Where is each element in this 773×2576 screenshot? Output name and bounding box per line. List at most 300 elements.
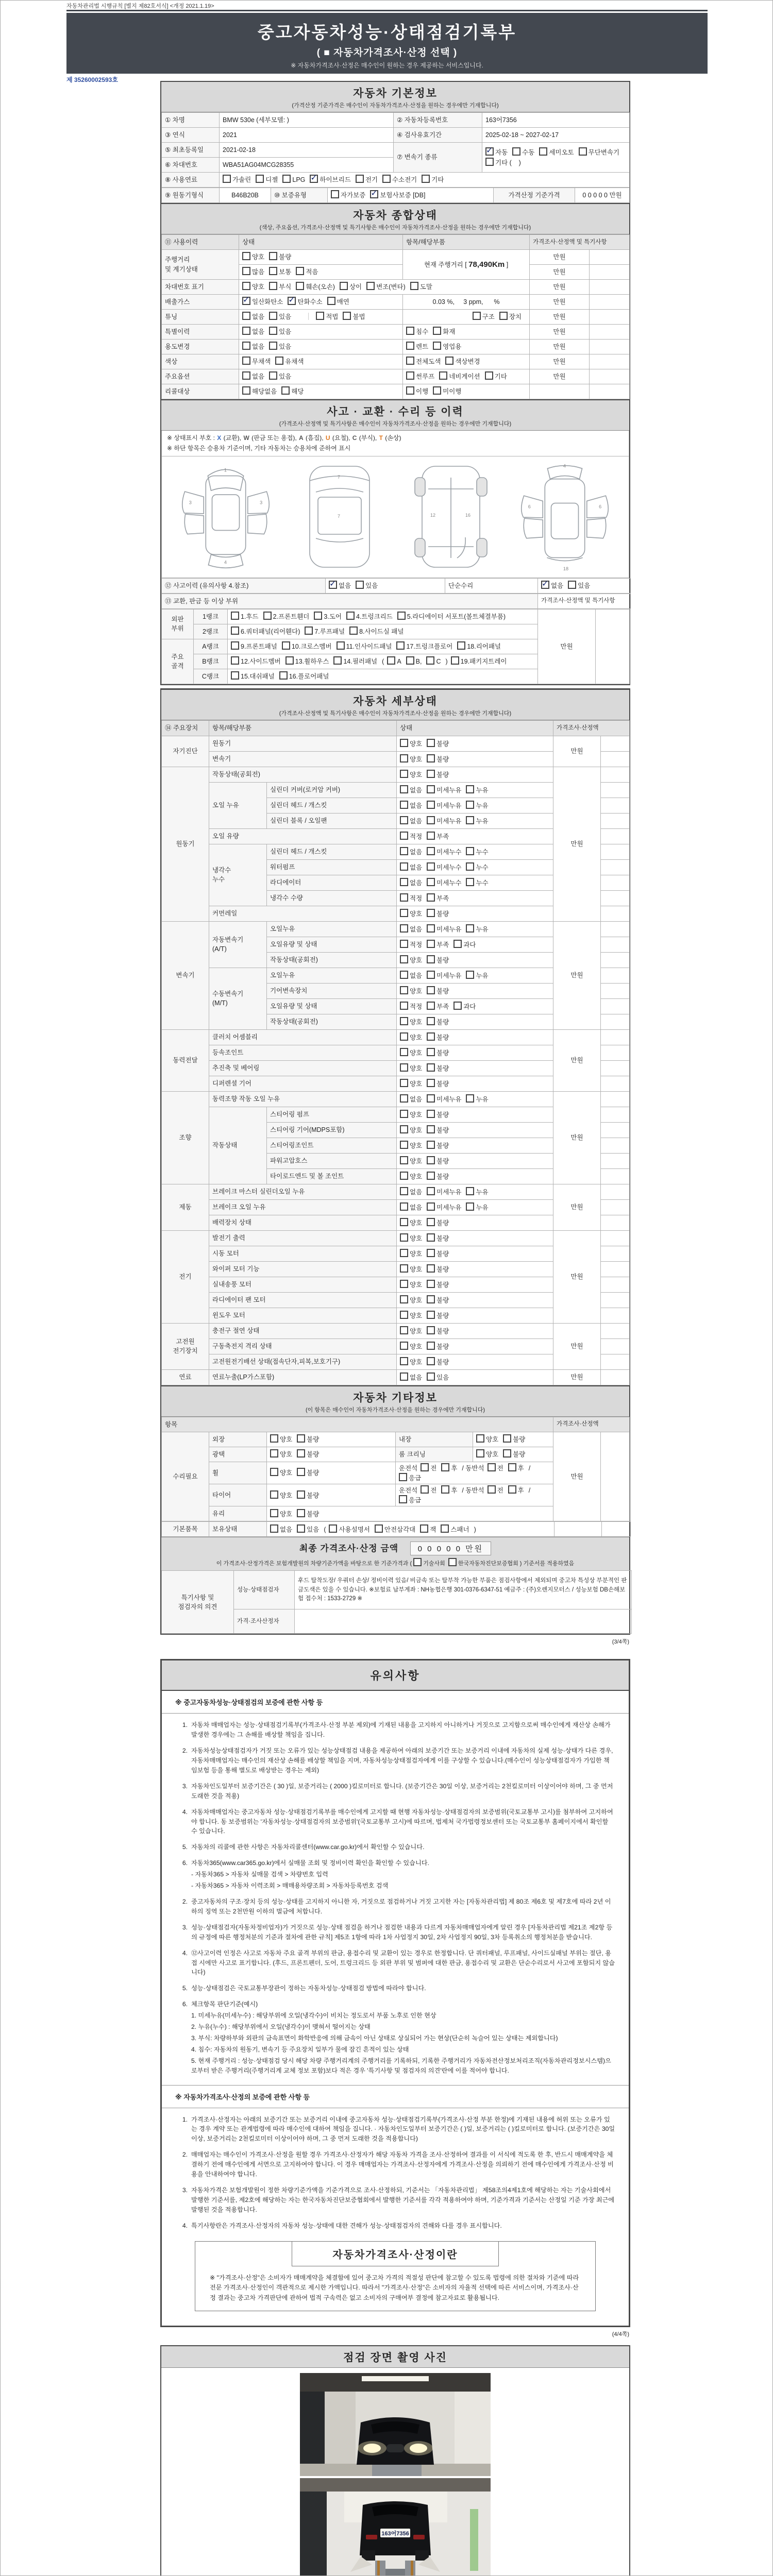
checkbox[interactable]: [427, 1125, 435, 1133]
checkbox[interactable]: [282, 641, 290, 650]
checkbox[interactable]: [242, 371, 250, 380]
checkbox[interactable]: [270, 1449, 278, 1458]
grid-table: [161, 594, 631, 609]
option: 부족: [427, 941, 449, 948]
checkbox[interactable]: [400, 785, 408, 793]
checkbox[interactable]: [400, 1110, 408, 1118]
checkbox[interactable]: [476, 1434, 484, 1443]
checkbox[interactable]: [400, 739, 408, 747]
checkbox[interactable]: [427, 816, 435, 824]
checkbox[interactable]: [340, 282, 348, 290]
document-number: 제 35260002593호: [66, 76, 118, 83]
checkbox[interactable]: [296, 267, 304, 275]
checkbox[interactable]: [400, 1187, 408, 1195]
cell: [601, 1014, 630, 1029]
cell: [397, 1369, 553, 1385]
checkbox[interactable]: [231, 641, 239, 650]
checkbox[interactable]: [503, 1434, 511, 1443]
checkbox[interactable]: [400, 1017, 408, 1025]
checkbox[interactable]: [466, 785, 474, 793]
table-row: [162, 1369, 630, 1385]
option: 유채색: [275, 358, 304, 365]
checkbox[interactable]: [427, 1357, 435, 1365]
checkbox[interactable]: [270, 1524, 278, 1533]
option: 양호: [400, 1142, 422, 1149]
option: 불량: [427, 1281, 449, 1289]
checkbox[interactable]: [279, 671, 288, 680]
checkbox-checked[interactable]: [485, 147, 494, 156]
cell: [601, 1292, 630, 1308]
checkbox[interactable]: [441, 1463, 449, 1471]
checkbox[interactable]: [400, 909, 408, 917]
checkbox[interactable]: [400, 1125, 408, 1133]
checkbox[interactable]: [451, 656, 459, 665]
checkbox[interactable]: [427, 1002, 435, 1010]
checkbox[interactable]: [406, 357, 414, 365]
checkbox[interactable]: [466, 971, 474, 979]
checkbox[interactable]: [297, 1468, 305, 1476]
option: 변조(변타): [366, 283, 406, 291]
checkbox[interactable]: [488, 1485, 496, 1494]
checkbox[interactable]: [433, 386, 441, 395]
option: 불량: [427, 1343, 449, 1350]
checkbox[interactable]: [427, 1156, 435, 1164]
checkbox[interactable]: [466, 1094, 474, 1103]
checkbox[interactable]: [427, 1280, 435, 1288]
checkbox[interactable]: [433, 327, 441, 335]
option: 양호: [400, 1219, 422, 1227]
checkbox[interactable]: [406, 656, 414, 665]
checkbox[interactable]: [242, 386, 250, 395]
notice-item: [175, 1782, 615, 1801]
checkbox[interactable]: [231, 626, 239, 635]
option: 양호: [400, 1019, 422, 1026]
checkbox-checked[interactable]: [288, 297, 296, 305]
checkbox[interactable]: [296, 282, 304, 290]
checkbox[interactable]: [406, 327, 414, 335]
option: 없음: [400, 787, 422, 794]
checkbox[interactable]: [297, 1509, 305, 1517]
checkbox[interactable]: [427, 801, 435, 809]
checkbox-checked[interactable]: [310, 175, 318, 183]
checkbox[interactable]: [346, 612, 355, 620]
state-code-legend: [161, 431, 629, 456]
checkbox[interactable]: [508, 1485, 516, 1494]
option: ✓ 하이브리드: [310, 176, 350, 183]
checkbox[interactable]: [400, 770, 408, 778]
option: 적정: [400, 1003, 422, 1010]
option: 불량: [427, 1065, 449, 1072]
checkbox[interactable]: [427, 1141, 435, 1149]
checkbox[interactable]: [485, 371, 493, 380]
option: 불량: [427, 771, 449, 778]
checkbox[interactable]: [427, 1110, 435, 1118]
checkbox[interactable]: [427, 1372, 435, 1381]
checkbox[interactable]: [488, 1463, 496, 1471]
cell: [601, 1230, 630, 1246]
checkbox[interactable]: [356, 175, 364, 183]
checkbox[interactable]: [242, 282, 250, 290]
accident-history-row: [161, 578, 629, 594]
final-price-amount: 0 0 0 0 0 만원: [410, 1541, 492, 1555]
checkbox[interactable]: [508, 1463, 516, 1471]
checkbox[interactable]: [400, 1141, 408, 1149]
checkbox[interactable]: [270, 1509, 278, 1517]
checkbox[interactable]: [400, 1295, 408, 1303]
cell: [397, 1338, 553, 1354]
checkbox[interactable]: [256, 175, 264, 183]
top-rule: [66, 10, 708, 11]
checkbox[interactable]: [297, 1449, 305, 1458]
checkbox[interactable]: [270, 1490, 278, 1499]
checkbox[interactable]: [242, 357, 250, 365]
checkbox[interactable]: [427, 1342, 435, 1350]
checkbox[interactable]: [400, 893, 408, 902]
checkbox[interactable]: [466, 847, 474, 855]
checkbox[interactable]: [400, 862, 408, 871]
checkbox[interactable]: [316, 312, 324, 320]
checkbox[interactable]: [499, 312, 508, 320]
option: 양호: [400, 1235, 422, 1242]
checkbox[interactable]: [426, 656, 434, 665]
checkbox[interactable]: [466, 862, 474, 871]
checkbox[interactable]: [343, 312, 351, 320]
checkbox[interactable]: [400, 1326, 408, 1334]
checkbox-checked[interactable]: [242, 297, 250, 305]
cell: [397, 1045, 553, 1060]
option: 전: [421, 1487, 436, 1494]
cell: [228, 654, 538, 669]
checkbox[interactable]: [400, 986, 408, 994]
checkbox[interactable]: [427, 909, 435, 917]
checkbox[interactable]: [466, 1202, 474, 1211]
checkbox[interactable]: [269, 312, 277, 320]
checkbox[interactable]: [269, 342, 277, 350]
checkbox[interactable]: [427, 1017, 435, 1025]
option: 양호: [400, 1266, 422, 1273]
checkbox[interactable]: [282, 175, 291, 183]
checkbox[interactable]: [242, 252, 250, 260]
cell: 만원: [530, 295, 590, 310]
option: 양호: [400, 910, 422, 918]
table-row: [162, 250, 630, 265]
checkbox[interactable]: [400, 1249, 408, 1257]
checkbox[interactable]: [400, 1094, 408, 1103]
cell: ③ 연식: [162, 128, 220, 143]
checkbox[interactable]: [275, 357, 283, 365]
checkbox[interactable]: [410, 282, 418, 290]
checkbox[interactable]: [422, 175, 430, 183]
checkbox[interactable]: [223, 175, 231, 183]
checkbox[interactable]: [263, 612, 272, 620]
cell: ⑪ 사용이력: [162, 235, 239, 250]
checkbox[interactable]: [396, 641, 405, 650]
checkbox[interactable]: [400, 1156, 408, 1164]
checkbox[interactable]: [400, 1311, 408, 1319]
notice-sub-item: 4. 침수: 자동차의 원동기, 변속기 등 주요장치 일부가 물에 잠긴 흔적이 있는 상태: [191, 2045, 409, 2053]
svg-text:7: 7: [338, 514, 341, 519]
checkbox[interactable]: [421, 1485, 429, 1494]
checkbox[interactable]: [270, 1434, 278, 1443]
checkbox[interactable]: [427, 1295, 435, 1303]
checkbox-checked[interactable]: [541, 581, 549, 589]
checkbox[interactable]: [333, 656, 342, 665]
checkbox[interactable]: [331, 190, 339, 198]
checkbox[interactable]: [441, 1524, 449, 1533]
checkbox-checked[interactable]: [370, 190, 378, 198]
checkbox[interactable]: [427, 924, 435, 933]
checkbox[interactable]: [427, 1249, 435, 1257]
checkbox[interactable]: [568, 581, 576, 589]
checkbox[interactable]: [427, 986, 435, 994]
cell: 만원: [553, 767, 601, 921]
checkbox[interactable]: [427, 1311, 435, 1319]
option: 없음: [270, 1526, 292, 1533]
option: 후: [441, 1487, 457, 1494]
checkbox[interactable]: [433, 342, 441, 350]
checkbox[interactable]: [427, 754, 435, 762]
checkbox[interactable]: [427, 739, 435, 747]
checkbox[interactable]: [427, 1326, 435, 1334]
checkbox[interactable]: [427, 955, 435, 963]
checkbox[interactable]: [397, 612, 406, 620]
grid-table: [161, 1570, 632, 1634]
checkbox[interactable]: [427, 847, 435, 855]
notice-item-text: 자동차365(www.car365.go.kr)에서 실매물 조회 및 정비이력 확인을 확인할 수 있습니다. - 자동차365 > 자동차 실매물 검색 > 차량번호 입력 - 자동차365 > 자동차 이력조회 > 매매용차량조회 > 자동차등록번호 검색: [191, 1858, 429, 1891]
checkbox[interactable]: [400, 1372, 408, 1381]
notice-item-number: 2.: [182, 2151, 188, 2159]
option: 있음: [356, 582, 378, 589]
checkbox[interactable]: [297, 1524, 305, 1533]
checkbox[interactable]: [269, 327, 277, 335]
option-text: 운전석: [399, 1487, 418, 1495]
cell: [397, 921, 553, 937]
checkbox[interactable]: [269, 252, 277, 260]
checkbox[interactable]: [427, 785, 435, 793]
checkbox[interactable]: [427, 940, 435, 948]
checkbox[interactable]: [427, 862, 435, 871]
checkbox[interactable]: [400, 1218, 408, 1226]
inspection-photo-front: [300, 2373, 491, 2476]
checkbox[interactable]: [466, 801, 474, 809]
checkbox[interactable]: [400, 1002, 408, 1010]
checkbox[interactable]: [427, 1079, 435, 1087]
checkbox[interactable]: [427, 1187, 435, 1195]
checkbox[interactable]: [400, 878, 408, 886]
option: 있음: [269, 313, 291, 320]
checkbox-diagnosis-association[interactable]: [448, 1558, 457, 1566]
checkbox[interactable]: [382, 175, 391, 183]
checkbox[interactable]: [400, 1264, 408, 1273]
checkbox[interactable]: [406, 371, 414, 380]
checkbox[interactable]: [349, 626, 358, 635]
cell: 가격조사·산정액 및 특기사항: [538, 594, 631, 608]
checkbox[interactable]: [400, 1202, 408, 1211]
checkbox[interactable]: [466, 816, 474, 824]
checkbox[interactable]: [242, 342, 250, 350]
checkbox[interactable]: [231, 656, 239, 665]
checkbox[interactable]: [356, 581, 364, 589]
checkbox[interactable]: [366, 282, 375, 290]
cell: 주요옵션: [162, 369, 239, 384]
checkbox[interactable]: [466, 924, 474, 933]
checkbox[interactable]: [420, 1524, 428, 1533]
checkbox[interactable]: [427, 1063, 435, 1072]
notice-item: [175, 1720, 615, 1740]
checkbox[interactable]: [445, 357, 453, 365]
option: 없음: [242, 373, 264, 380]
checkbox[interactable]: [269, 267, 277, 275]
checkbox[interactable]: [427, 770, 435, 778]
checkbox[interactable]: [441, 1485, 449, 1494]
checkbox[interactable]: [400, 1048, 408, 1056]
checkbox[interactable]: [231, 671, 239, 680]
checkbox[interactable]: [399, 1495, 407, 1503]
option: 없음: [400, 972, 422, 979]
section-accident-note: (가격조사·산정액 및 특기사항은 매수인이 자동차가격조사·산정을 원하는 경우에만 기재합니다): [279, 421, 512, 427]
checkbox[interactable]: [400, 832, 408, 840]
svg-text:16: 16: [465, 513, 470, 518]
checkbox[interactable]: [439, 371, 447, 380]
checkbox[interactable]: [400, 940, 408, 948]
checkbox[interactable]: [427, 1202, 435, 1211]
checkbox[interactable]: [327, 297, 335, 305]
checkbox[interactable]: [427, 893, 435, 902]
photos-header: [161, 2346, 629, 2368]
cell: 스티어링 기어(MDPS포함): [267, 1122, 397, 1138]
option: 후: [508, 1487, 524, 1494]
option: 미세누유: [427, 818, 461, 825]
checkbox[interactable]: [242, 327, 250, 335]
checkbox[interactable]: [375, 1524, 383, 1533]
option: 불량: [297, 1492, 319, 1499]
option: 2.프론트휀더: [263, 613, 310, 620]
checkbox[interactable]: [427, 878, 435, 886]
checkbox[interactable]: [453, 1002, 462, 1010]
cell: [397, 1076, 553, 1091]
cell: 외장: [209, 1432, 267, 1447]
checkbox[interactable]: [305, 626, 313, 635]
checkbox[interactable]: [400, 847, 408, 855]
checkbox[interactable]: [231, 612, 239, 620]
option: 양호: [400, 756, 422, 763]
cell: 실린더 블록 / 오일팬: [267, 813, 397, 828]
cell: [397, 1323, 553, 1338]
checkbox[interactable]: [453, 940, 462, 948]
checkbox[interactable]: [406, 386, 414, 395]
option: 자가보증: [331, 192, 365, 199]
table-row: [162, 578, 631, 593]
cell: [397, 968, 553, 983]
checkbox[interactable]: [427, 1264, 435, 1273]
svg-text:12: 12: [430, 513, 435, 518]
checkbox[interactable]: [466, 878, 474, 886]
checkbox[interactable]: [400, 1233, 408, 1242]
checkbox[interactable]: [337, 641, 345, 650]
checkbox[interactable]: [329, 1524, 337, 1533]
checkbox[interactable]: [387, 656, 395, 665]
cell: [601, 998, 630, 1014]
checkbox-checked[interactable]: [329, 581, 337, 589]
checkbox[interactable]: [400, 816, 408, 824]
checkbox[interactable]: [427, 1048, 435, 1056]
option: 없음: [400, 818, 422, 825]
cell: 전기: [162, 1230, 209, 1323]
cell: [601, 1076, 630, 1091]
checkbox[interactable]: [269, 282, 277, 290]
checkbox[interactable]: [427, 1218, 435, 1226]
checkbox[interactable]: [400, 971, 408, 979]
grid-table: [161, 1417, 630, 1522]
checkbox[interactable]: [314, 612, 322, 620]
notice-item-number: 3.: [182, 1923, 188, 1931]
cell: 자동변속기 (A/T): [209, 921, 267, 968]
checkbox[interactable]: [473, 312, 481, 320]
checkbox[interactable]: [400, 1079, 408, 1087]
checkbox[interactable]: [400, 754, 408, 762]
checkbox[interactable]: [503, 1449, 511, 1458]
checkbox[interactable]: [297, 1490, 305, 1499]
checkbox[interactable]: [539, 147, 547, 156]
checkbox[interactable]: [400, 1063, 408, 1072]
checkbox[interactable]: [512, 147, 520, 156]
checkbox[interactable]: [400, 924, 408, 933]
option: 수소전기: [382, 176, 417, 183]
checkbox[interactable]: [297, 1434, 305, 1443]
option: 미세누유: [427, 1204, 461, 1211]
checkbox[interactable]: [400, 1032, 408, 1041]
checkbox[interactable]: [285, 656, 294, 665]
option: 불량: [427, 1297, 449, 1304]
checkbox[interactable]: [421, 1463, 429, 1471]
checkbox[interactable]: [427, 971, 435, 979]
option: 썬루프: [406, 373, 434, 380]
basic-items-table: [161, 1521, 629, 1537]
checkbox[interactable]: [242, 312, 250, 320]
checkbox[interactable]: [399, 1473, 407, 1481]
option: 1.후드: [231, 613, 259, 620]
cell: [473, 1432, 553, 1447]
checkbox[interactable]: [427, 1233, 435, 1242]
cell: [397, 875, 553, 890]
checkbox[interactable]: [400, 955, 408, 963]
checkbox-engineer-society[interactable]: [413, 1558, 422, 1566]
checkbox[interactable]: [485, 158, 494, 166]
car-diagram-area: [161, 456, 629, 578]
checkbox[interactable]: [427, 1094, 435, 1103]
checkbox[interactable]: [400, 1172, 408, 1180]
cell: 스티어링조인트: [267, 1138, 397, 1153]
checkbox[interactable]: [457, 641, 465, 650]
checkbox[interactable]: [427, 832, 435, 840]
cell: 워터펌프: [267, 859, 397, 875]
checkbox[interactable]: [476, 1449, 484, 1458]
checkbox[interactable]: [242, 267, 250, 275]
checkbox[interactable]: [400, 1342, 408, 1350]
checkbox[interactable]: [466, 1187, 474, 1195]
checkbox[interactable]: [579, 147, 587, 156]
checkbox[interactable]: [400, 1280, 408, 1288]
checkbox[interactable]: [400, 1357, 408, 1365]
checkbox[interactable]: [427, 1172, 435, 1180]
checkbox[interactable]: [270, 1468, 278, 1476]
checkbox[interactable]: [427, 1032, 435, 1041]
checkbox[interactable]: [269, 371, 277, 380]
checkbox[interactable]: [406, 342, 414, 350]
checkbox[interactable]: [281, 386, 290, 395]
checkbox[interactable]: [400, 801, 408, 809]
cell: [590, 295, 630, 310]
